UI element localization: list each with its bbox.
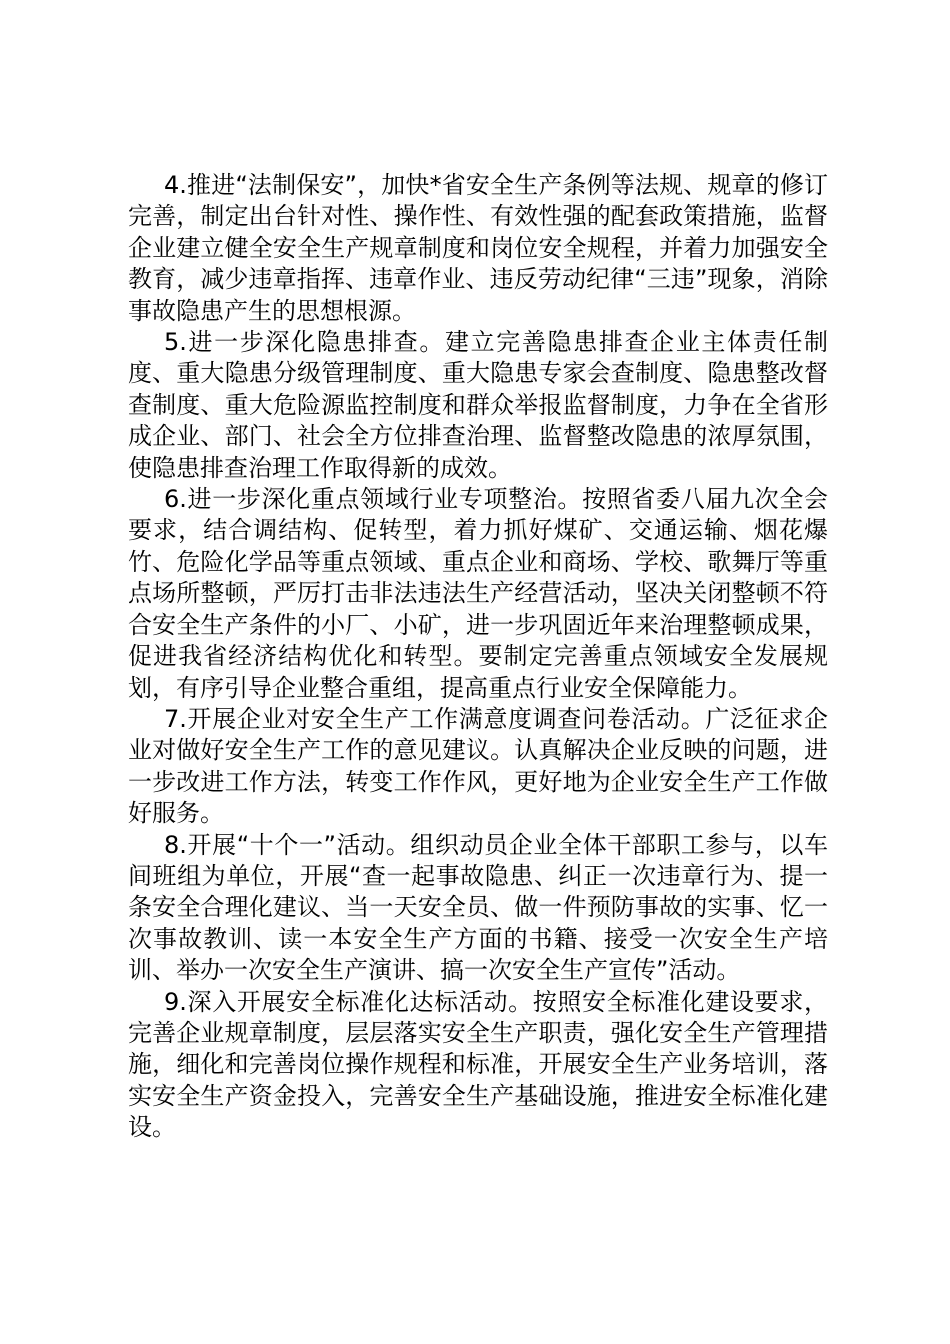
- document-body: [128, 170, 828, 1144]
- paragraph-6: 6.进一步深化重点领域行业专项整治。按照省委八届九次全会要求，结合调结构、促转型，着力抓好煤矿、交通运输、烟花爆竹、危险化学品等重点领域、重点企业和商场、学校、歌舞厅等重点场所整顿，严厉打击非法违法生产经营活动，坚决关闭整顿不符合安全生产条件的小厂、小矿，进一步巩固近年来治理整顿成果，促进我省经济结构优化和转型。要制定完善重点领域安全发展规划，有序引导企业整合重组，提高重点行业安全保障能力。: [128, 485, 828, 702]
- paragraph-9: 9.深入开展安全标准化达标活动。按照安全标准化建设要求，完善企业规章制度，层层落实安全生产职责，强化安全生产管理措施，细化和完善岗位操作规程和标准，开展安全生产业务培训，落实安全生产资金投入，完善安全生产基础设施，推进安全标准化建设。: [128, 987, 828, 1142]
- paragraph-4: 4.推进“法制保安”，加快*省安全生产条例等法规、规章的修订完善，制定出台针对性、操作性、有效性强的配套政策措施，监督企业建立健全安全生产规章制度和岗位安全规程，并着力加强安全教育，减少违章指挥、违章作业、违反劳动纪律“三违”现象，消除事故隐患产生的思想根源。: [128, 171, 828, 325]
- paragraph-7: 7.开展企业对安全生产工作满意度调查问卷活动。广泛征求企业对做好安全生产工作的意见建议。认真解决企业反映的问题，进一步改进工作方法，转变工作作风，更好地为企业安全生产工作做好服务。: [128, 704, 828, 828]
- paragraph-5: 5.进一步深化隐患排查。建立完善隐患排查企业主体责任制度、重大隐患分级管理制度、重大隐患专家会查制度、隐患整改督查制度、重大危险源监控制度和群众举报监督制度，力争在全省形成企业、部门、社会全方位排查治理、监督整改隐患的浓厚氛围，使隐患排查治理工作取得新的成效。: [128, 328, 828, 482]
- paragraph-8: 8.开展“十个一”活动。组织动员企业全体干部职工参与，以车间班组为单位，开展“查一起事故隐患、纠正一次违章行为、提一条安全合理化建议、当一天安全员、做一件预防事故的实事、忆一次事故教训、读一本安全生产方面的书籍、接受一次安全生产培训、举办一次安全生产演讲、搞一次安全生产宣传”活动。: [128, 830, 828, 985]
